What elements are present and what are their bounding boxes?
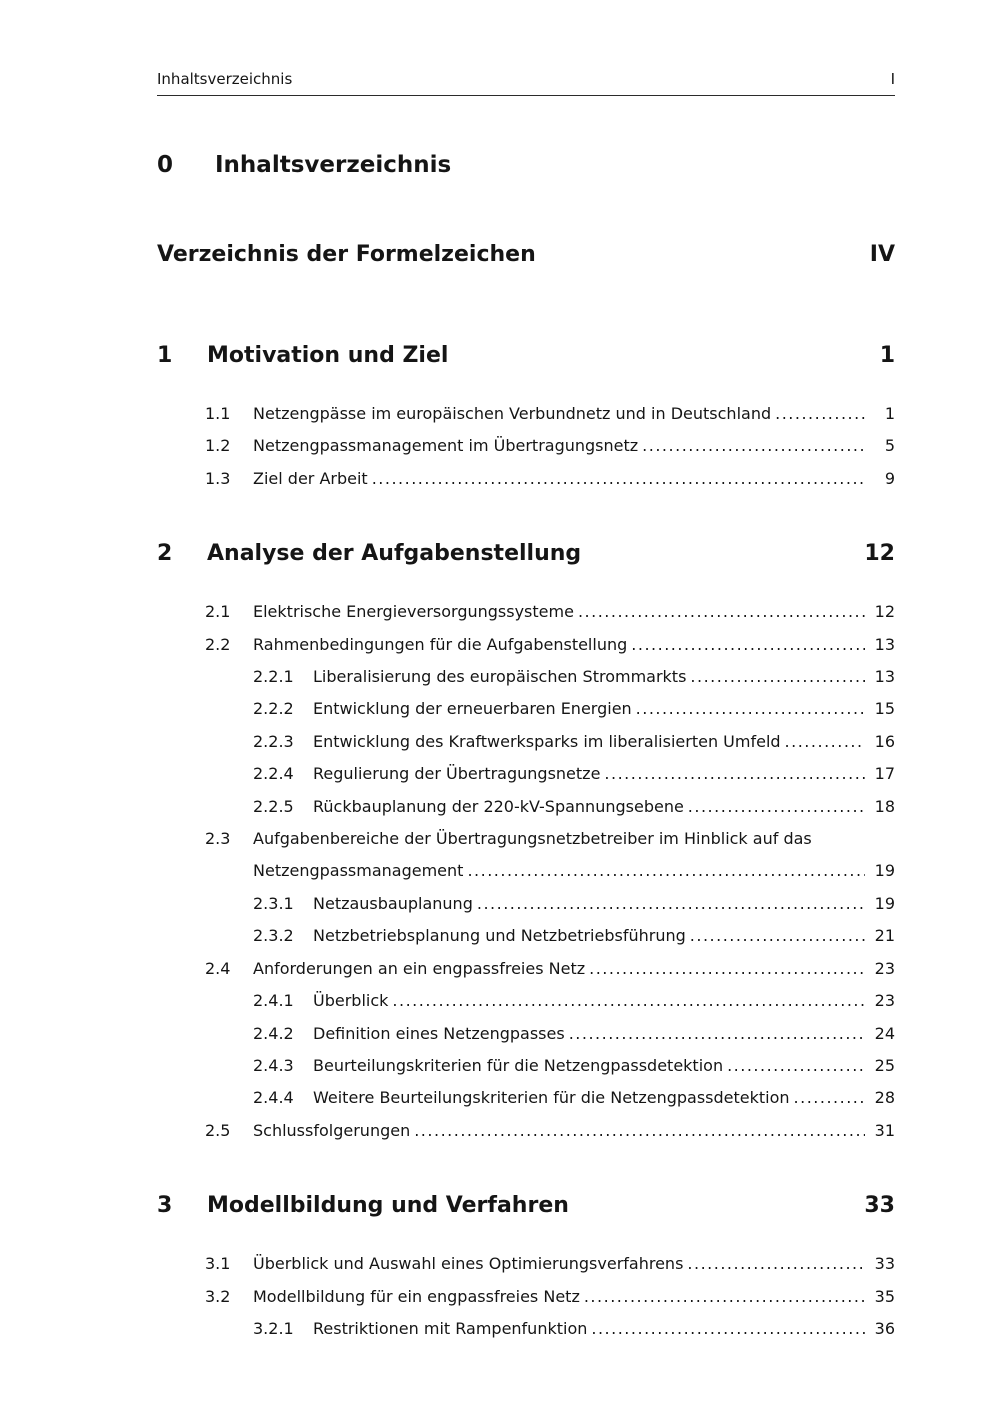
toc-entry-label: Netzbetriebsplanung und Netzbetriebsführung xyxy=(313,926,686,946)
toc-entry-label: Anforderungen an ein engpassfreies Netz xyxy=(253,958,586,978)
dot-leader xyxy=(642,430,865,462)
toc-entry-number: 2.3.2 xyxy=(253,926,294,946)
chapter-entry-list xyxy=(157,1248,895,1345)
toc-entry-number: 2.4 xyxy=(205,958,231,978)
toc-entry-label: Überblick xyxy=(313,991,389,1011)
front-section-page-number: IV xyxy=(869,242,895,267)
dot-leader xyxy=(636,693,865,725)
toc-entry-page-number: 33 xyxy=(874,1254,895,1274)
toc-entry-number: 2.2.2 xyxy=(253,699,294,719)
dot-leader xyxy=(631,629,865,661)
toc-main-title-number: 0 xyxy=(157,152,174,178)
toc-entry-number: 2.2.3 xyxy=(253,731,294,751)
chapter-entry-list xyxy=(157,596,895,1147)
toc-entry-number: 1.3 xyxy=(205,468,231,488)
toc-entry-label: Weitere Beurteilungskriterien für die Netzengpassdetektion xyxy=(313,1088,790,1108)
chapter-page-number: 1 xyxy=(879,343,895,368)
running-header-page-number: I xyxy=(890,70,895,88)
toc-entry-label: Elektrische Energieversorgungssysteme xyxy=(253,602,574,622)
toc-entry-number: 2.4.1 xyxy=(253,991,294,1011)
chapter-heading xyxy=(157,541,895,566)
toc-entry-page-number: 23 xyxy=(874,958,895,978)
toc-entry xyxy=(157,1082,895,1114)
toc-entry-label: Schlussfolgerungen xyxy=(253,1120,411,1140)
toc-entry xyxy=(157,953,895,985)
toc-entry xyxy=(157,398,895,430)
chapter-entry-list xyxy=(157,398,895,495)
toc-entry xyxy=(157,596,895,628)
toc-entry-number: 2.3 xyxy=(205,829,231,849)
dot-leader xyxy=(578,596,865,628)
toc-entry-page-number: 15 xyxy=(874,699,895,719)
toc-entry-label: Netzengpassmanagement xyxy=(253,861,464,881)
toc-entry xyxy=(157,1281,895,1313)
toc-entry-label: Ziel der Arbeit xyxy=(253,468,368,488)
toc-entry-label: Rückbauplanung der 220-kV-Spannungsebene xyxy=(313,796,684,816)
toc-entry-label: Überblick und Auswahl eines Optimierungsverfahrens xyxy=(253,1254,684,1274)
toc-entry xyxy=(157,1050,895,1082)
dot-leader xyxy=(569,1018,865,1050)
chapter-page-number: 12 xyxy=(864,541,895,567)
toc-entry-label: Entwicklung des Kraftwerksparks im liberalisierten Umfeld xyxy=(313,731,781,751)
chapter-title: Modellbildung und Verfahren xyxy=(207,1193,569,1219)
toc-entry xyxy=(157,1018,895,1050)
toc-entry-number: 3.2.1 xyxy=(253,1318,294,1338)
toc-entry xyxy=(157,629,895,661)
dot-leader xyxy=(584,1281,865,1313)
chapter-heading xyxy=(157,1193,895,1218)
toc-entry-label: Entwicklung der erneuerbaren Energien xyxy=(313,699,632,719)
dot-leader xyxy=(690,920,865,952)
toc-entry-number: 2.1 xyxy=(205,602,231,622)
toc-entry-number: 2.2 xyxy=(205,634,231,654)
dot-leader xyxy=(727,1050,865,1082)
toc-entry-label: Beurteilungskriterien für die Netzengpassdetektion xyxy=(313,1055,724,1075)
dot-leader xyxy=(414,1115,865,1147)
dot-leader xyxy=(785,726,865,758)
toc-entry-label: Rahmenbedingungen für die Aufgabenstellung xyxy=(253,634,628,654)
toc-entry xyxy=(157,985,895,1017)
toc-entry-page-number: 16 xyxy=(874,731,895,751)
toc-main-title xyxy=(157,152,895,178)
toc-entry-page-number: 23 xyxy=(874,991,895,1011)
toc-entry xyxy=(157,661,895,693)
dot-leader xyxy=(775,398,865,430)
dot-leader xyxy=(477,888,865,920)
chapter-number: 3 xyxy=(157,1193,173,1219)
front-section-heading xyxy=(157,242,895,267)
toc-entry xyxy=(157,1115,895,1147)
toc-entry-page-number: 5 xyxy=(884,436,895,456)
toc-entry-number: 2.4.4 xyxy=(253,1088,294,1108)
toc-entry-page-number: 17 xyxy=(874,764,895,784)
toc-entry xyxy=(157,1248,895,1280)
front-section-title: Verzeichnis der Formelzeichen xyxy=(157,242,536,267)
dot-leader xyxy=(467,855,865,887)
chapter-heading xyxy=(157,343,895,368)
toc-entry-page-number: 19 xyxy=(874,893,895,913)
toc-entry xyxy=(157,823,895,855)
toc-entry-label: Netzausbauplanung xyxy=(313,893,473,913)
chapter-title: Analyse der Aufgabenstellung xyxy=(207,541,582,567)
dot-leader xyxy=(372,463,865,495)
toc-entry-number: 2.2.5 xyxy=(253,796,294,816)
toc-entry-number: 2.2.1 xyxy=(253,667,294,687)
dot-leader xyxy=(604,758,865,790)
toc-entry-number: 2.2.4 xyxy=(253,764,294,784)
toc-entry-page-number: 28 xyxy=(874,1088,895,1108)
toc-entry xyxy=(157,693,895,725)
toc-entry-number: 2.3.1 xyxy=(253,893,294,913)
toc-entry-page-number: 25 xyxy=(874,1055,895,1075)
toc-entry xyxy=(157,791,895,823)
dot-leader xyxy=(688,791,865,823)
toc-entry-page-number: 9 xyxy=(884,468,895,488)
toc-entry xyxy=(157,430,895,462)
toc-entry xyxy=(157,888,895,920)
toc-entry xyxy=(157,463,895,495)
dot-leader xyxy=(687,1248,865,1280)
toc-entry-label: Restriktionen mit Rampenfunktion xyxy=(313,1318,588,1338)
toc-entry-page-number: 24 xyxy=(874,1023,895,1043)
toc-entry-page-number: 19 xyxy=(874,861,895,881)
toc-entry xyxy=(157,1313,895,1345)
dot-leader xyxy=(690,661,865,693)
toc-entry-label: Regulierung der Übertragungsnetze xyxy=(313,764,601,784)
toc-entry-label: Definition eines Netzengpasses xyxy=(313,1023,565,1043)
toc-entry-label: Aufgabenbereiche der Übertragungsnetzbetreiber im Hinblick auf das xyxy=(253,829,812,849)
toc-entry-label: Netzengpässe im europäischen Verbundnetz und in Deutschland xyxy=(253,404,772,423)
toc-entry xyxy=(157,726,895,758)
toc-entry-page-number: 36 xyxy=(874,1318,895,1338)
toc-entry-number: 3.2 xyxy=(205,1286,231,1306)
toc-entry-number: 2.4.3 xyxy=(253,1055,294,1075)
chapter-number: 2 xyxy=(157,541,173,567)
toc-entry-page-number: 12 xyxy=(874,602,895,622)
toc-entry-page-number: 13 xyxy=(874,667,895,687)
toc-entry-label: Liberalisierung des europäischen Strommarkts xyxy=(313,667,687,687)
toc-entry-page-number: 18 xyxy=(874,796,895,816)
toc-entry-page-number: 31 xyxy=(874,1120,895,1140)
toc-entry xyxy=(157,758,895,790)
toc-entry-number: 2.5 xyxy=(205,1120,231,1140)
toc-entry xyxy=(157,920,895,952)
toc-entry-label: Netzengpassmanagement im Übertragungsnetz xyxy=(253,436,639,456)
toc-entry-page-number: 35 xyxy=(874,1286,895,1306)
toc-main-title-label: Inhaltsverzeichnis xyxy=(215,152,452,178)
toc-entry-number: 2.4.2 xyxy=(253,1023,294,1043)
toc-entry-number: 1.2 xyxy=(205,436,231,456)
running-header xyxy=(157,70,895,96)
toc-entry xyxy=(157,855,895,887)
toc-entry-label: Modellbildung für ein engpassfreies Netz xyxy=(253,1286,580,1306)
dot-leader xyxy=(589,953,865,985)
toc-entry-number: 3.1 xyxy=(205,1254,231,1274)
dot-leader xyxy=(392,985,865,1017)
toc-entry-page-number: 1 xyxy=(884,404,895,423)
dot-leader xyxy=(794,1082,865,1114)
chapter-number: 1 xyxy=(157,343,173,368)
dot-leader xyxy=(591,1313,865,1345)
toc-body xyxy=(157,242,895,1345)
chapter-title: Motivation und Ziel xyxy=(207,343,449,368)
toc-entry-page-number: 21 xyxy=(874,926,895,946)
toc-entry-page-number: 13 xyxy=(874,634,895,654)
toc-entry-number: 1.1 xyxy=(205,404,231,423)
running-header-title: Inhaltsverzeichnis xyxy=(157,70,293,88)
chapter-page-number: 33 xyxy=(864,1193,895,1219)
